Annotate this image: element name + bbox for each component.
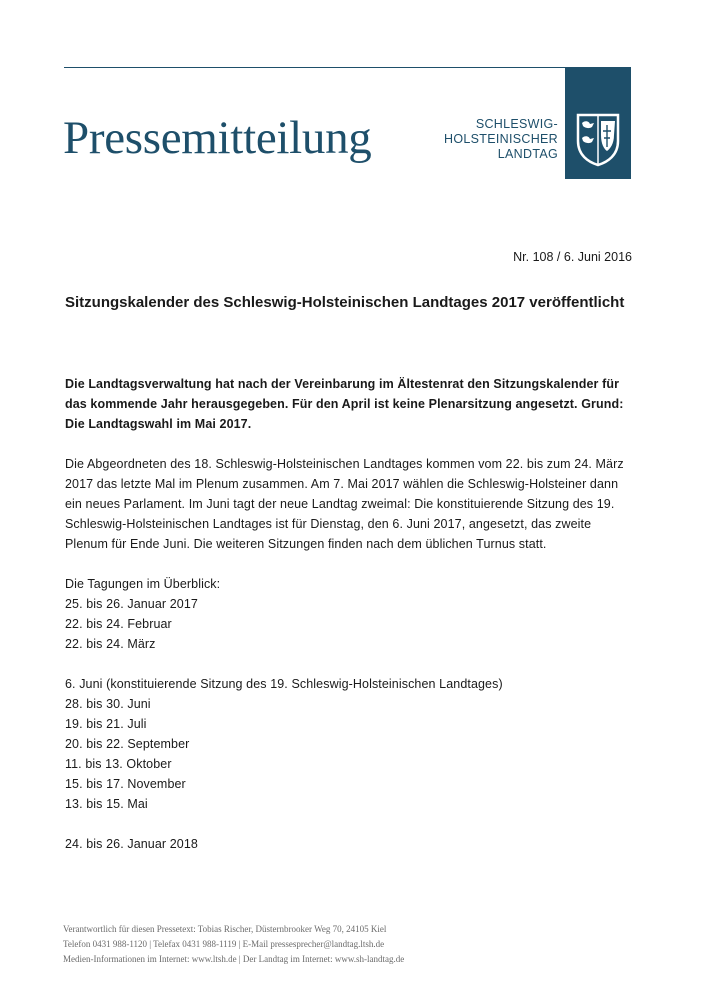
document-title: Pressemitteilung [63,112,372,164]
body-paragraph: Die Abgeordneten des 18. Schleswig-Holsteinischen Landtages kommen vom 22. bis zum 24. März 2017 das letzte Mal im Plenum zusammen. Am 7. Mai 2017 wählen die Schleswig-Holsteiner dann ein neues Parlament. Im Juni tagt der neue Landtag zweimal: Die konstituierende Sitzung des 19. Schleswig-Holsteinischen Landtages ist für Dienstag, den 6. Juni 2017, angesetzt, das zweite Plenum für Ende Juni. Die weiteren Sitzungen finden nach dem üblichen Turnus statt. [65,457,624,551]
organization-name [444,117,558,162]
footer-responsible: Verantwortlich für diesen Pressetext: Tobias Rischer, Düsternbrooker Weg 70, 24105 Kiel [63,924,387,934]
headline: Sitzungskalender des Schleswig-Holsteinischen Landtages 2017 veröffentlicht [65,294,625,311]
org-line: SCHLESWIG- [475,117,558,131]
schedule-item: 15. bis 17. November [65,777,186,791]
schedule-item: 28. bis 30. Juni [65,697,151,711]
schedule-item: 20. bis 22. September [65,737,190,751]
schedule-item: 22. bis 24. März [65,637,156,651]
footer-websites: Medien-Informationen im Internet: www.ltsh.de | Der Landtag im Internet: www.sh-landtag.de [63,954,405,964]
schedule-item: 19. bis 21. Juli [65,717,147,731]
header-rule [64,67,631,68]
schedule-list-2018 [65,834,635,854]
org-line: LANDTAG [497,147,558,161]
crest-panel [565,67,631,179]
schedule-list-2017-q1 [65,594,635,654]
press-release-number-date: Nr. 108 / 6. Juni 2016 [513,250,632,264]
schedule-item: 11. bis 13. Oktober [65,757,172,771]
coat-of-arms-icon [574,111,622,167]
schedule-item: 25. bis 26. Januar 2017 [65,597,198,611]
footer-phone-email: Telefon 0431 988-1120 | Telefax 0431 988-1119 | E-Mail pressesprecher@landtag.ltsh.de [63,939,385,949]
schedule-item: 22. bis 24. Februar [65,617,172,631]
schedule-item: 24. bis 26. Januar 2018 [65,837,198,851]
org-line: HOLSTEINISCHER [444,132,558,146]
lead-paragraph: Die Landtagsverwaltung hat nach der Vereinbarung im Ältestenrat den Sitzungskalender für das kommende Jahr herausgegeben. Für den April ist keine Plenarsitzung angesetzt. Grund: Die Landtagswahl im Mai 2017. [65,377,624,431]
footer-contact [63,922,663,967]
schedule-item: 6. Juni (konstituierende Sitzung des 19. Schleswig-Holsteinischen Landtages) [65,677,503,691]
schedule-list-2017-after-election [65,674,635,814]
schedule-item: 13. bis 15. Mai [65,797,148,811]
article-body [65,374,635,854]
schedule-intro: Die Tagungen im Überblick: [65,577,221,591]
